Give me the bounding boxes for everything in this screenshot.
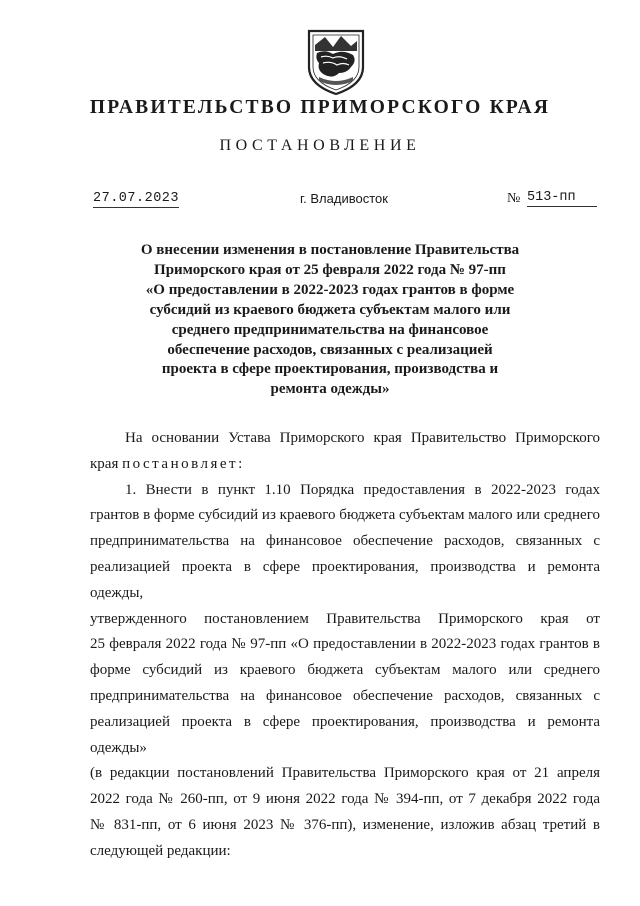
paragraph-line: форме субсидий из краевого бюджета субъектам малого или среднего [90, 662, 600, 679]
preamble-line: На основании Устава Приморского края Правительство Приморского [125, 430, 600, 446]
paragraph-line: реализацией проекта в сфере проектирования, производства и ремонта одежды» [90, 713, 600, 756]
paragraph-line: № 831-пп, от 6 июня 2023 № 376-пп), изменение, изложив абзац третий в [90, 816, 600, 833]
paragraph-line: утвержденного постановлением Правительства Приморского края от [90, 610, 600, 627]
document-body [90, 426, 600, 865]
number-sign: № [507, 191, 521, 206]
heading-line: О внесении изменения в постановление Правительства [140, 242, 520, 258]
paragraph-line: грантов в форме субсидий из краевого бюджета субъектам малого или среднего [90, 507, 600, 524]
paragraph-line: 1. Внести в пункт 1.10 Порядка предоставления в 2022-2023 годах [125, 481, 600, 498]
heading-line: проекта в сфере проектирования, производства и [161, 361, 499, 378]
heading-line: субсидий из краевого бюджета субъектам малого или [149, 301, 511, 318]
heading-line: ремонта одежды» [270, 381, 390, 398]
paragraph-line: 2022 года № 260-пп, от 9 июня 2022 года № 394-пп, от 7 декабря 2022 года [90, 791, 600, 808]
paragraph-line: предпринимательства на финансовое обеспечение расходов, связанных с [90, 687, 600, 704]
heading-line: обеспечение расходов, связанных с реализацией [167, 341, 493, 358]
preamble-text: края [90, 455, 123, 472]
preamble-line [90, 452, 600, 478]
resolves-keyword: постановляет: [122, 455, 245, 472]
paragraph-line: предпринимательства на финансовое обеспечение расходов, связанных с [90, 533, 600, 550]
document-heading [110, 241, 550, 400]
document-type: ПОСТАНОВЛЕНИЕ [219, 137, 421, 154]
document-date: 27.07.2023 [93, 191, 180, 206]
heading-line: среднего предпринимательства на финансовое [171, 321, 489, 338]
paragraph-line: (в редакции постановлений Правительства Приморского края от 21 апреля [90, 765, 600, 782]
document-city: г. Владивосток [300, 191, 388, 206]
document-number: 513-пп [527, 190, 597, 207]
coat-of-arms-icon [303, 27, 369, 97]
paragraph-line: 25 февраля 2022 года № 97-пп «О предоставлении в 2022-2023 годах грантов в [90, 636, 600, 653]
heading-line: «О предоставлении в 2022-2023 годах грантов в форме [145, 281, 515, 298]
heading-line: Приморского края от 25 февраля 2022 года № 97-пп [154, 261, 506, 278]
paragraph-line: следующей редакции: [90, 842, 231, 859]
government-title: ПРАВИТЕЛЬСТВО ПРИМОРСКОГО КРАЯ [89, 97, 551, 118]
paragraph-line: реализацией проекта в сфере проектирования, производства и ремонта одежды, [90, 558, 600, 601]
